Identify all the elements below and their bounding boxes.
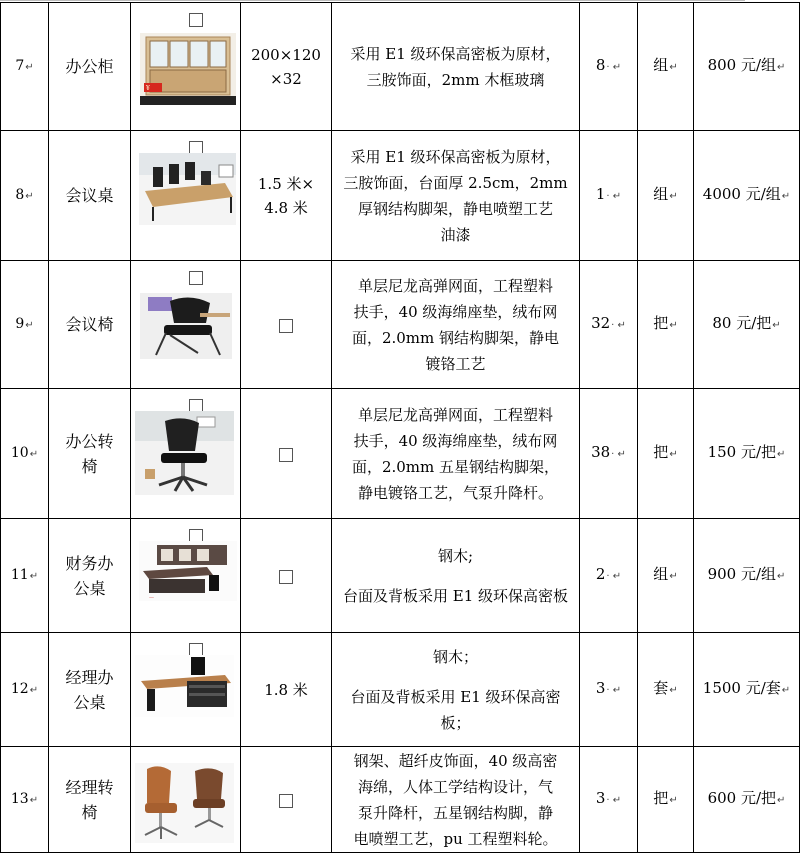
item-description: 单层尼龙高弹网面，工程塑料 扶手，40 级海绵座垫，绒布网 面，2.0mm 钢结构脚架，静电 镀铬工艺 <box>332 261 580 389</box>
checkbox-icon <box>279 570 293 584</box>
item-image-cell <box>131 3 241 131</box>
row-number: 9↵ <box>1 261 49 389</box>
table-row <box>1 3 800 131</box>
item-name: 经理办 公桌 <box>49 633 131 747</box>
item-unit: 把↵ <box>638 747 694 853</box>
item-unit: 套↵ <box>638 633 694 747</box>
checkbox-icon <box>189 271 203 285</box>
item-name: 会议椅 <box>49 261 131 389</box>
item-image-cell <box>131 261 241 389</box>
manager-desk-photo <box>135 655 234 717</box>
item-unit: 组↵ <box>638 519 694 633</box>
top-rule <box>0 0 745 1</box>
checkbox-icon <box>279 448 293 462</box>
item-unit: 组↵ <box>638 3 694 131</box>
item-description: 采用 E1 级环保高密板为原材， 三胺饰面，2mm 木框玻璃 <box>332 3 580 131</box>
item-quantity: 3· ↵ <box>580 633 638 747</box>
office-cabinet-photo <box>140 33 236 105</box>
item-price: 80 元/把↵ <box>694 261 800 389</box>
item-quantity: 38· ↵ <box>580 389 638 519</box>
checkbox-icon <box>279 319 293 333</box>
item-quantity: 2· ↵ <box>580 519 638 633</box>
item-image-cell <box>131 131 241 261</box>
item-size <box>241 519 332 633</box>
item-image-cell <box>131 747 241 853</box>
table-row <box>1 261 800 389</box>
checkbox-icon <box>189 13 203 27</box>
item-unit: 把↵ <box>638 261 694 389</box>
item-unit: 组↵ <box>638 131 694 261</box>
item-price: 800 元/组↵ <box>694 3 800 131</box>
item-description: 钢架、超纤皮饰面，40 级高密 海绵，人体工学结构设计，气 泵升降杆，五星钢结构脚，静 电喷塑工艺，pu 工程塑料轮。 <box>332 747 580 853</box>
swivel-chair-photo <box>135 411 234 495</box>
item-size <box>241 389 332 519</box>
svg-text:—: — <box>149 595 154 601</box>
manager-chair-photo <box>135 763 234 843</box>
item-size: 1.8 米 <box>241 633 332 747</box>
item-name: 财务办 公桌 <box>49 519 131 633</box>
table-row <box>1 747 800 853</box>
item-image-cell <box>131 519 241 633</box>
meeting-chair-photo <box>140 293 232 359</box>
item-name: 会议桌 <box>49 131 131 261</box>
item-size <box>241 747 332 853</box>
item-name: 办公转 椅 <box>49 389 131 519</box>
item-size: 1.5 米× 4.8 米 <box>241 131 332 261</box>
item-price: 4000 元/组↵ <box>694 131 800 261</box>
table-row <box>1 519 800 633</box>
checkbox-icon <box>279 794 293 808</box>
item-price: 900 元/组↵ <box>694 519 800 633</box>
item-name: 经理转 椅 <box>49 747 131 853</box>
item-size: 200×120 ×32 <box>241 3 332 131</box>
item-image-cell <box>131 389 241 519</box>
row-number: 13↵ <box>1 747 49 853</box>
table-row <box>1 633 800 747</box>
svg-text:¥: ¥ <box>146 85 150 92</box>
item-quantity: 8· ↵ <box>580 3 638 131</box>
item-description: 钢木; 台面及背板采用 E1 级环保高密板 <box>332 519 580 633</box>
item-quantity: 32· ↵ <box>580 261 638 389</box>
conference-table-photo <box>139 153 236 225</box>
table-row <box>1 389 800 519</box>
furniture-spec-table <box>0 2 800 853</box>
row-number: 7↵ <box>1 3 49 131</box>
item-description: 单层尼龙高弹网面，工程塑料 扶手，40 级海绵座垫，绒布网 面，2.0mm 五星钢结构脚架， 静电镀铬工艺，气泵升降杆。 <box>332 389 580 519</box>
row-number: 11↵ <box>1 519 49 633</box>
item-description: 采用 E1 级环保高密板为原材， 三胺饰面，台面厚 2.5cm，2mm 厚钢结构脚架，静电喷塑工艺 油漆 <box>332 131 580 261</box>
item-price: 150 元/把↵ <box>694 389 800 519</box>
row-number: 10↵ <box>1 389 49 519</box>
item-size <box>241 261 332 389</box>
table-row <box>1 131 800 261</box>
item-image-cell <box>131 633 241 747</box>
finance-desk-photo <box>139 541 237 601</box>
row-number: 12↵ <box>1 633 49 747</box>
item-name: 办公柜 <box>49 3 131 131</box>
item-quantity: 3· ↵ <box>580 747 638 853</box>
item-unit: 把↵ <box>638 389 694 519</box>
item-price: 1500 元/套↵ <box>694 633 800 747</box>
row-number: 8↵ <box>1 131 49 261</box>
item-description: 钢木； 台面及背板采用 E1 级环保高密板； <box>332 633 580 747</box>
item-price: 600 元/把↵ <box>694 747 800 853</box>
item-quantity: 1· ↵ <box>580 131 638 261</box>
